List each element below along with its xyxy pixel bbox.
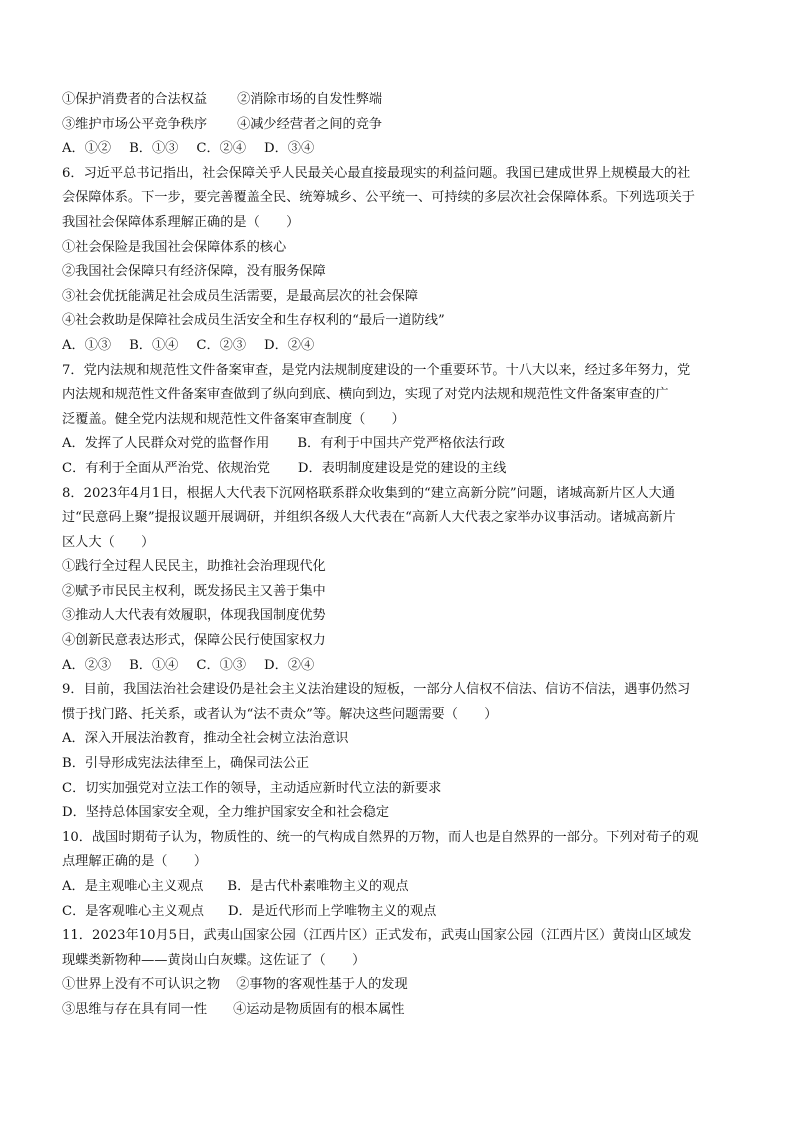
- question-text: 7．党内法规和规范性文件备案审查，是党内法规制度建设的一个重要环节。十八大以来，经过多年努力，党: [62, 362, 691, 378]
- answer-choice: B．是古代朴素唯物主义的观点: [227, 879, 409, 894]
- option-text: ①保护消费者的合法权益: [62, 92, 208, 107]
- question-text: 过“民意码上聚”提报议题开展调研，并组织各级人大代表在“高新人大代表之家举办议事活动。诸城高新片: [62, 510, 676, 526]
- answer-choice: C．切实加强党对立法工作的领导，主动适应新时代立法的新要求: [62, 780, 442, 796]
- answer-choice: C．②③: [196, 337, 247, 353]
- answer-choice: A．发挥了人民群众对党的监督作用: [62, 436, 270, 452]
- answer-choice: A．②③: [62, 657, 112, 673]
- answer-choice: B．引导形成宪法法律至上，确保司法公正: [62, 756, 310, 772]
- answer-choice: C．是客观唯心主义观点: [62, 903, 204, 919]
- answer-choice: D．②④: [264, 657, 315, 673]
- option-line: ①社会保险是我国社会保障体系的核心: [62, 239, 287, 255]
- question-text: 泛覆盖。健全党内法规和规范性文件备案审查制度（ ）: [62, 411, 405, 427]
- answer-choice: D．③④: [264, 141, 315, 157]
- option-text: ④减少经营者之间的竞争: [237, 116, 383, 132]
- answer-choice: B．①③: [129, 141, 179, 157]
- answer-choice: D．表明制度建设是党的建设的主线: [297, 460, 507, 476]
- answer-line: [62, 137, 734, 162]
- answer-choice: C．有利于全面从严治党、依规治党: [62, 460, 270, 476]
- answer-line: [62, 801, 734, 826]
- answer-choice: D．坚持总体国家安全观，全力维护国家安全和社会稳定: [62, 805, 390, 821]
- option-line: ②赋予市民民主权利，既发扬民主又善于集中: [62, 583, 326, 599]
- answer-line: [62, 654, 734, 679]
- option-text: ②消除市场的自发性弊端: [237, 92, 383, 107]
- answer-line: [62, 727, 734, 752]
- option-text: ③维护市场公平竞争秩序: [62, 116, 208, 132]
- answer-line: [62, 777, 734, 802]
- answer-line: [62, 457, 734, 482]
- option-line: ③社会优抚能满足社会成员生活需要，是最高层次的社会保障: [62, 288, 419, 304]
- option-line: ①世界上没有不可认识之物 ②事物的客观性基于人的发现: [62, 977, 408, 993]
- question-text: 10．战国时期荀子认为，物质性的、统一的气构成自然界的万物，而人也是自然界的一部分。下列对荀子的观: [62, 829, 699, 845]
- answer-choice: A．深入开展法治教育，推动全社会树立法治意识: [62, 731, 349, 747]
- option-line: ③推动人大代表有效履职，体现我国制度优势: [62, 608, 326, 624]
- question-text: 9．目前，我国法治社会建设仍是社会主义法治建设的短板，一部分人信权不信法、信访不信法，遇事仍然习: [62, 682, 691, 698]
- question-text: 内法规和规范性文件备案审查做到了纵向到底、横向到边，实现了对党内法规和规范性文件备案审查的广: [62, 387, 669, 403]
- question-text: 现蝶类新物种——黄岗山白灰蝶。这佐证了（ ）: [62, 952, 366, 968]
- option-line: ④社会救助是保障社会成员生活安全和生存权利的“最后一道防线”: [62, 313, 445, 329]
- option-line: ①践行全过程人民民主，助推社会治理现代化: [62, 559, 326, 575]
- question-text: 6．习近平总书记指出，社会保障关乎人民最关心最直接最现实的利益问题。我国已建成世界上规模最大的社: [62, 165, 691, 181]
- option-line: ④创新民意表达形式，保障公民行使国家权力: [62, 633, 326, 649]
- answer-choice: B．①④: [129, 337, 179, 353]
- question-text: 11．2023年10月5日，武夷山国家公园（江西片区）正式发布，武夷山国家公园（江西片区）黄岗山区域发: [62, 928, 692, 944]
- question-text: 惯于找门路、托关系，或者认为“法不责众”等。解决这些问题需要（ ）: [62, 706, 498, 722]
- answer-choice: A．是主观唯心主义观点: [62, 879, 204, 894]
- answer-choice: B．有利于中国共产党严格依法行政: [297, 436, 505, 452]
- answer-choice: B．①④: [129, 657, 179, 673]
- question-text: 区人大（ ）: [62, 534, 155, 550]
- answer-choice: C．②④: [196, 141, 247, 157]
- option-line: ②我国社会保障只有经济保障，没有服务保障: [62, 264, 326, 280]
- answer-line: [62, 752, 734, 777]
- answer-line: [62, 900, 734, 925]
- answer-choice: D．是近代形而上学唯物主义的观点: [227, 903, 437, 919]
- answer-choice: D．②④: [264, 337, 315, 353]
- question-text: 8．2023年4月1日，根据人大代表下沉网格联系群众收集到的“建立高新分院”问题，诸城高新片区人大通: [62, 485, 675, 501]
- document-page: [62, 88, 734, 1023]
- answer-line: [62, 432, 734, 457]
- answer-choice: A．①③: [62, 337, 112, 353]
- answer-line: [62, 334, 734, 359]
- option-line: [62, 113, 734, 138]
- option-line: ③思维与存在具有同一性 ④运动是物质固有的根本属性: [62, 1001, 405, 1017]
- option-line: [62, 88, 734, 113]
- question-text: 我国社会保障体系理解正确的是（ ）: [62, 214, 300, 230]
- answer-line: [62, 875, 734, 900]
- question-text: 会保障体系。下一步，要完善覆盖全民、统筹城乡、公平统一、可持续的多层次社会保障体系。下列选项关于: [62, 190, 695, 206]
- answer-choice: C．①③: [196, 657, 247, 673]
- question-text: 点理解正确的是（ ）: [62, 854, 208, 870]
- answer-choice: A．①②: [62, 141, 112, 157]
